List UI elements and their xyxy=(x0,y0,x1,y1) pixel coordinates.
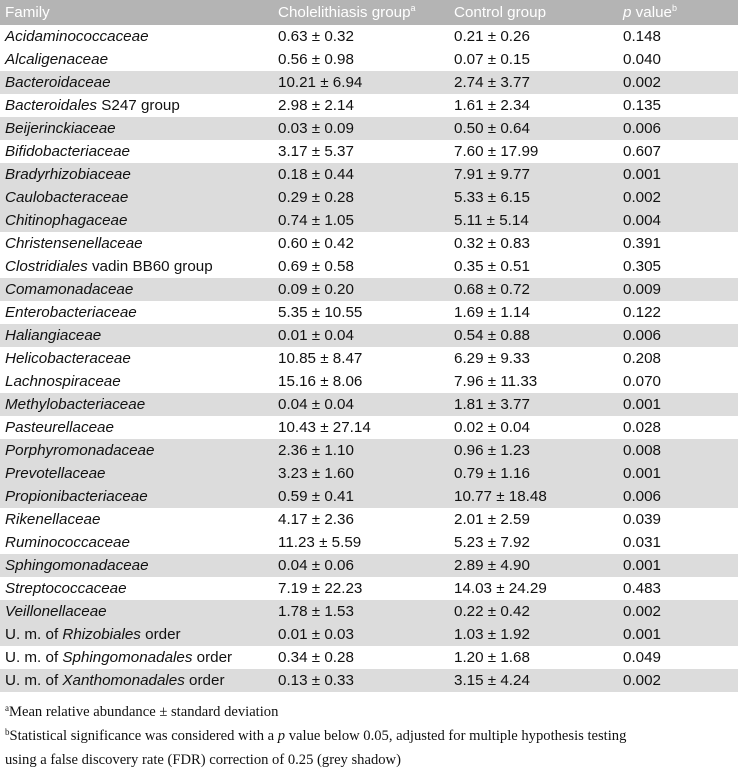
cell-p-value: 0.009 xyxy=(618,278,738,301)
table-row xyxy=(0,646,738,669)
cell-p-value: 0.001 xyxy=(618,462,738,485)
cell-control: 1.61 ± 2.34 xyxy=(454,97,530,114)
cell-p-value: 0.135 xyxy=(623,97,662,114)
cell-control: 7.91 ± 9.77 xyxy=(449,163,618,186)
table-row xyxy=(0,117,738,140)
cell-control: 5.11 ± 5.14 xyxy=(449,209,618,232)
table-row xyxy=(0,462,738,485)
cell-family: Clostridiales vadin BB60 group xyxy=(5,258,213,275)
cell-control: 3.15 ± 4.24 xyxy=(449,669,618,692)
cell-control: 5.23 ± 7.92 xyxy=(454,534,530,551)
cell-cholelithiasis: 1.78 ± 1.53 xyxy=(273,600,449,623)
cell-p-value: 0.006 xyxy=(618,117,738,140)
cell-cholelithiasis: 0.01 ± 0.04 xyxy=(273,324,449,347)
footnote-b: $^b$Statistical significance was considered with a p value below 0.05, adjusted for multiple hypothesis testing xyxy=(5,727,627,744)
cell-cholelithiasis: 3.17 ± 5.37 xyxy=(278,143,354,160)
table-row xyxy=(0,439,738,462)
cell-family: Sphingomonadaceae xyxy=(0,554,273,577)
table-row xyxy=(0,370,738,393)
cell-p-value: 0.040 xyxy=(623,51,662,68)
cell-control: 1.81 ± 3.77 xyxy=(449,393,618,416)
cell-cholelithiasis: 0.69 ± 0.58 xyxy=(278,258,354,275)
cell-family: Enterobacteriaceae xyxy=(5,304,137,321)
cell-family: Chitinophagaceae xyxy=(0,209,273,232)
header-cholelithiasis: Cholelithiasis group$^a$ xyxy=(273,0,449,25)
cell-control: 5.33 ± 6.15 xyxy=(449,186,618,209)
footnote-a: $^a$Mean relative abundance ± standard deviation xyxy=(5,703,279,720)
cell-control: 1.20 ± 1.68 xyxy=(454,649,530,666)
table-row xyxy=(0,416,738,439)
cell-cholelithiasis: 2.36 ± 1.10 xyxy=(273,439,449,462)
table-row xyxy=(0,393,738,416)
cell-cholelithiasis: 0.34 ± 0.28 xyxy=(278,649,354,666)
cell-family: Bradyrhizobiaceae xyxy=(0,163,273,186)
cell-p-value: 0.004 xyxy=(618,209,738,232)
table-row xyxy=(0,531,738,554)
cell-family: Haliangiaceae xyxy=(0,324,273,347)
table-row xyxy=(0,554,738,577)
cell-cholelithiasis: 0.60 ± 0.42 xyxy=(278,235,354,252)
cell-p-value: 0.607 xyxy=(623,143,662,160)
cell-p-value: 0.148 xyxy=(623,28,662,45)
table-row xyxy=(0,278,738,301)
cell-family: Christensenellaceae xyxy=(5,235,143,252)
cell-p-value: 0.305 xyxy=(623,258,662,275)
cell-cholelithiasis: 0.74 ± 1.05 xyxy=(273,209,449,232)
cell-control: 1.03 ± 1.92 xyxy=(449,623,618,646)
cell-control: 0.21 ± 0.26 xyxy=(454,28,530,45)
cell-p-value: 0.001 xyxy=(618,393,738,416)
cell-control: 0.07 ± 0.15 xyxy=(454,51,530,68)
cell-family: Propionibacteriaceae xyxy=(0,485,273,508)
cell-control: 2.01 ± 2.59 xyxy=(454,511,530,528)
table-row xyxy=(0,600,738,623)
cell-cholelithiasis: 7.19 ± 22.23 xyxy=(278,580,363,597)
cell-p-value: 0.002 xyxy=(618,600,738,623)
cell-p-value: 0.006 xyxy=(618,324,738,347)
cell-p-value: 0.002 xyxy=(618,186,738,209)
table-row xyxy=(0,48,738,71)
cell-control: 0.32 ± 0.83 xyxy=(454,235,530,252)
cell-control: 0.54 ± 0.88 xyxy=(449,324,618,347)
cell-family: Prevotellaceae xyxy=(0,462,273,485)
table-row xyxy=(0,209,738,232)
cell-p-value: 0.483 xyxy=(623,580,662,597)
cell-control: 6.29 ± 9.33 xyxy=(454,350,530,367)
table-row xyxy=(0,669,738,692)
cell-family: Alcaligenaceae xyxy=(5,51,109,68)
cell-control: 0.68 ± 0.72 xyxy=(449,278,618,301)
cell-control: 0.96 ± 1.23 xyxy=(449,439,618,462)
table-row xyxy=(0,485,738,508)
cell-family: Veillonellaceae xyxy=(0,600,273,623)
table-row xyxy=(0,163,738,186)
cell-cholelithiasis: 0.03 ± 0.09 xyxy=(273,117,449,140)
cell-control: 0.35 ± 0.51 xyxy=(454,258,530,275)
table-row xyxy=(0,324,738,347)
cell-family: Methylobacteriaceae xyxy=(0,393,273,416)
cell-family: U. m. of Sphingomonadales order xyxy=(5,649,233,666)
cell-family: Helicobacteraceae xyxy=(5,350,131,367)
table-row xyxy=(0,71,738,94)
cell-p-value: 0.031 xyxy=(623,534,662,551)
cell-p-value: 0.001 xyxy=(618,623,738,646)
cell-cholelithiasis: 5.35 ± 10.55 xyxy=(278,304,363,321)
cell-control: 1.69 ± 1.14 xyxy=(454,304,530,321)
cell-cholelithiasis: 0.04 ± 0.06 xyxy=(273,554,449,577)
cell-family: Porphyromonadaceae xyxy=(0,439,273,462)
footnotes xyxy=(5,700,735,772)
cell-family: Caulobacteraceae xyxy=(0,186,273,209)
cell-p-value: 0.002 xyxy=(618,669,738,692)
cell-control: 0.50 ± 0.64 xyxy=(449,117,618,140)
cell-cholelithiasis: 10.21 ± 6.94 xyxy=(273,71,449,94)
cell-p-value: 0.008 xyxy=(618,439,738,462)
cell-control: 0.22 ± 0.42 xyxy=(449,600,618,623)
cell-control: 2.89 ± 4.90 xyxy=(449,554,618,577)
table-row xyxy=(0,508,738,531)
table-row xyxy=(0,140,738,163)
cell-cholelithiasis: 0.18 ± 0.44 xyxy=(273,163,449,186)
cell-cholelithiasis: 0.29 ± 0.28 xyxy=(273,186,449,209)
cell-cholelithiasis: 10.85 ± 8.47 xyxy=(278,350,363,367)
header-p-value: p value$^b$ xyxy=(618,0,738,25)
header-family: Family xyxy=(0,0,273,25)
cell-cholelithiasis: 0.56 ± 0.98 xyxy=(278,51,354,68)
cell-p-value: 0.049 xyxy=(623,649,662,666)
cell-control: 0.79 ± 1.16 xyxy=(449,462,618,485)
cell-cholelithiasis: 10.43 ± 27.14 xyxy=(278,419,371,436)
footnote-b-continued: using a false discovery rate (FDR) correction of 0.25 (grey shadow) xyxy=(5,752,401,768)
table-row xyxy=(0,232,738,255)
cell-cholelithiasis: 0.59 ± 0.41 xyxy=(273,485,449,508)
cell-cholelithiasis: 15.16 ± 8.06 xyxy=(278,373,363,390)
cell-family: Bacteroidales S247 group xyxy=(5,97,180,114)
cell-p-value: 0.208 xyxy=(623,350,662,367)
cell-control: 0.02 ± 0.04 xyxy=(454,419,530,436)
header-control: Control group xyxy=(449,0,618,25)
cell-cholelithiasis: 2.98 ± 2.14 xyxy=(278,97,354,114)
cell-family: Bacteroidaceae xyxy=(0,71,273,94)
cell-cholelithiasis: 3.23 ± 1.60 xyxy=(273,462,449,485)
cell-control: 7.60 ± 17.99 xyxy=(454,143,539,160)
table-row xyxy=(0,623,738,646)
cell-p-value: 0.001 xyxy=(618,163,738,186)
cell-family: Bifidobacteriaceae xyxy=(5,143,130,160)
cell-cholelithiasis: 4.17 ± 2.36 xyxy=(278,511,354,528)
cell-cholelithiasis: 11.23 ± 5.59 xyxy=(278,534,362,551)
cell-family: Lachnospiraceae xyxy=(5,373,121,390)
cell-p-value: 0.122 xyxy=(623,304,662,321)
cell-family: Ruminococcaceae xyxy=(5,534,130,551)
cell-cholelithiasis: 0.04 ± 0.04 xyxy=(273,393,449,416)
cell-p-value: 0.006 xyxy=(618,485,738,508)
cell-family: U. m. of Rhizobiales order xyxy=(0,623,273,646)
cell-family: Streptococcaceae xyxy=(5,580,127,597)
cell-family: U. m. of Xanthomonadales order xyxy=(0,669,273,692)
table-row xyxy=(0,577,738,600)
cell-family: Rikenellaceae xyxy=(5,511,101,528)
table-row xyxy=(0,94,738,117)
cell-family: Acidaminococcaceae xyxy=(5,28,149,45)
table-row xyxy=(0,347,738,370)
table-row xyxy=(0,301,738,324)
cell-cholelithiasis: 0.09 ± 0.20 xyxy=(273,278,449,301)
cell-control: 14.03 ± 24.29 xyxy=(454,580,547,597)
cell-cholelithiasis: 0.01 ± 0.03 xyxy=(273,623,449,646)
cell-family: Pasteurellaceae xyxy=(5,419,114,436)
cell-control: 7.96 ± 11.33 xyxy=(454,373,538,390)
cell-cholelithiasis: 0.13 ± 0.33 xyxy=(273,669,449,692)
table-row xyxy=(0,186,738,209)
table-row xyxy=(0,255,738,278)
header-row xyxy=(0,0,738,25)
cell-family: Comamonadaceae xyxy=(0,278,273,301)
cell-p-value: 0.391 xyxy=(623,235,662,252)
cell-control: 10.77 ± 18.48 xyxy=(449,485,618,508)
cell-family: Beijerinckiaceae xyxy=(0,117,273,140)
cell-p-value: 0.070 xyxy=(623,373,662,390)
cell-p-value: 0.039 xyxy=(623,511,662,528)
cell-p-value: 0.001 xyxy=(618,554,738,577)
cell-p-value: 0.028 xyxy=(623,419,662,436)
table-row xyxy=(0,25,738,48)
cell-cholelithiasis: 0.63 ± 0.32 xyxy=(278,28,354,45)
table-body xyxy=(0,25,738,692)
cell-control: 2.74 ± 3.77 xyxy=(449,71,618,94)
cell-p-value: 0.002 xyxy=(618,71,738,94)
